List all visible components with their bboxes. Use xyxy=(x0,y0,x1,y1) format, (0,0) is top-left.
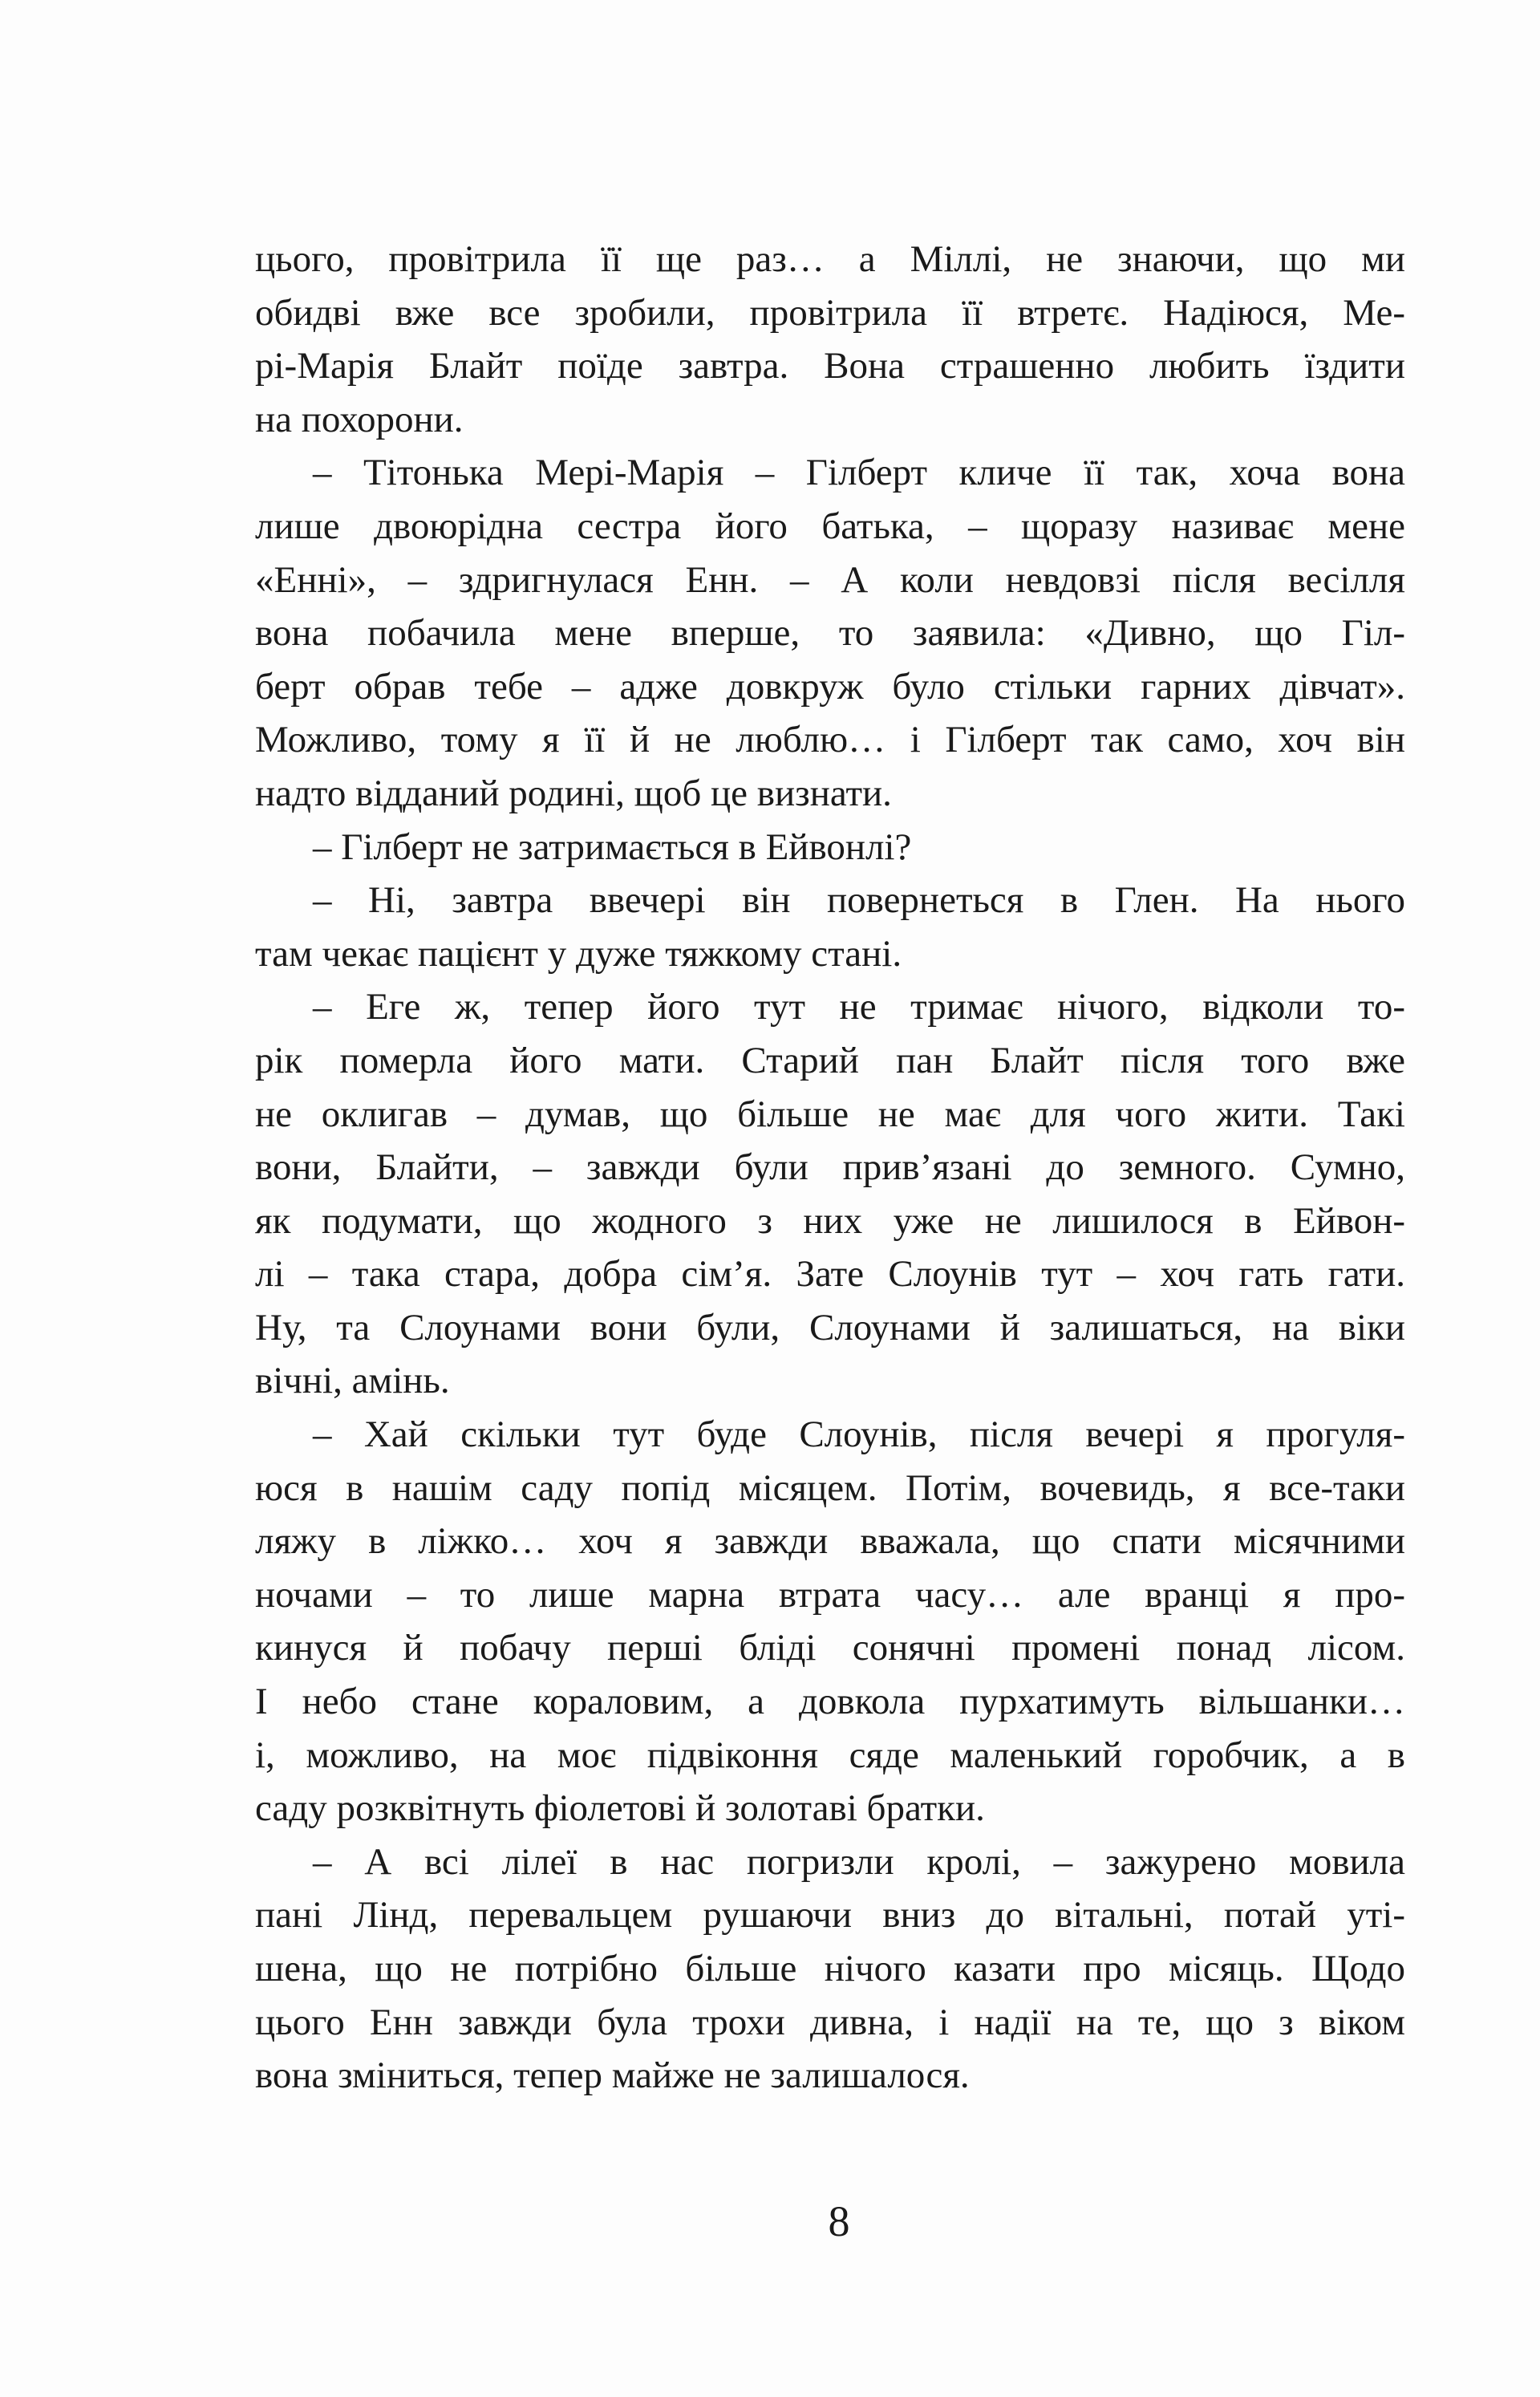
text-line: – Еге ж, тепер його тут не тримає нічого, відколи то- xyxy=(313,986,1405,1028)
text-line: вона побачила мене вперше, то заявила: «Дивно, що Гіл- xyxy=(255,612,1405,655)
text-line: Ну, та Слоунами вони були, Слоунами й залишаться, на віки xyxy=(255,1306,1405,1349)
text-line: вони, Блайти, – завжди були прив’язані до земного. Сумно, xyxy=(255,1146,1405,1189)
text-line: і, можливо, на моє підвіконня сяде маленький горобчик, а в xyxy=(255,1734,1405,1776)
text-line: обидві вже все зробили, провітрила її втретє. Надіюся, Ме- xyxy=(255,291,1405,334)
text-line: рі-Марія Блайт поїде завтра. Вона страшенно любить їздити xyxy=(255,345,1405,387)
text-line: ляжу в ліжко… хоч я завжди вважала, що спати місячними xyxy=(255,1520,1405,1563)
text-line: – Гілберт не затримається в Ейвонлі? xyxy=(313,825,912,868)
text-line: цього, провітрила її ще раз… а Міллі, не знаючи, що ми xyxy=(255,238,1405,280)
text-line: там чекає пацієнт у дуже тяжкому стані. xyxy=(255,932,902,975)
text-line: берт обрав тебе – адже довкруж було стільки гарних дівчат». xyxy=(255,665,1405,708)
paragraph xyxy=(255,233,1405,446)
text-line: кинуся й побачу перші бліді сонячні промені понад лісом. xyxy=(255,1627,1405,1669)
paragraph xyxy=(255,874,1405,980)
text-line: вона зміниться, тепер майже не залишалося. xyxy=(255,2054,970,2097)
text-line: вічні, амінь. xyxy=(255,1360,450,1402)
text-line: «Енні», – здригнулася Енн. – А коли невдовзі після весілля xyxy=(255,558,1405,601)
text-line: не оклигав – думав, що більше не має для чого жити. Такі xyxy=(255,1093,1405,1135)
paragraph xyxy=(255,446,1405,820)
text-line: Можливо, тому я її й не люблю… і Гілберт так само, хоч він xyxy=(255,719,1405,761)
text-line: рік померла його мати. Старий пан Блайт після того вже xyxy=(255,1039,1405,1081)
page-number: 8 xyxy=(828,2197,850,2245)
text-line: ночами – то лише марна втрата часу… але вранці я про- xyxy=(255,1573,1405,1616)
text-line: І небо стане кораловим, а довкола пурхатимуть вільшанки… xyxy=(255,1681,1405,1723)
paragraph xyxy=(255,1408,1405,1835)
text-line: – Тітонька Мері-Марія – Гілберт кличе її так, хоча вона xyxy=(313,452,1405,494)
text-line: – Хай скільки тут буде Слоунів, після вечері я прогуля- xyxy=(313,1413,1405,1456)
text-line: пані Лінд, перевальцем рушаючи вниз до вітальні, потай уті- xyxy=(255,1894,1405,1937)
paragraph xyxy=(255,980,1405,1408)
text-line: як подумати, що жодного з них уже не лишилося в Ейвон- xyxy=(255,1199,1405,1242)
text-line: надто відданий родині, щоб це визнати. xyxy=(255,772,892,814)
text-line: – Ні, завтра ввечері він повернеться в Глен. На нього xyxy=(313,879,1405,922)
text-line: саду розквітнуть фіолетові й золотаві братки. xyxy=(255,1787,985,1830)
text-line: юся в нашім саду попід місяцем. Потім, вочевидь, я все-таки xyxy=(255,1466,1405,1509)
text-line: на похорони. xyxy=(255,398,464,440)
text-line: – А всі лілеї в нас погризли кролі, – зажурено мовила xyxy=(313,1840,1405,1883)
body-text xyxy=(255,233,1405,2103)
text-line: лише двоюрідна сестра його батька, – щоразу називає мене xyxy=(255,505,1405,547)
paragraph xyxy=(255,821,1405,874)
text-line: шена, що не потрібно більше нічого казати про місяць. Щодо xyxy=(255,1948,1405,1989)
text-line: лі – така стара, добра сім’я. Зате Слоунів тут – хоч гать гати. xyxy=(255,1253,1405,1296)
paragraph xyxy=(255,1835,1405,2103)
text-line: цього Енн завжди була трохи дивна, і надії на те, що з віком xyxy=(255,2001,1405,2043)
